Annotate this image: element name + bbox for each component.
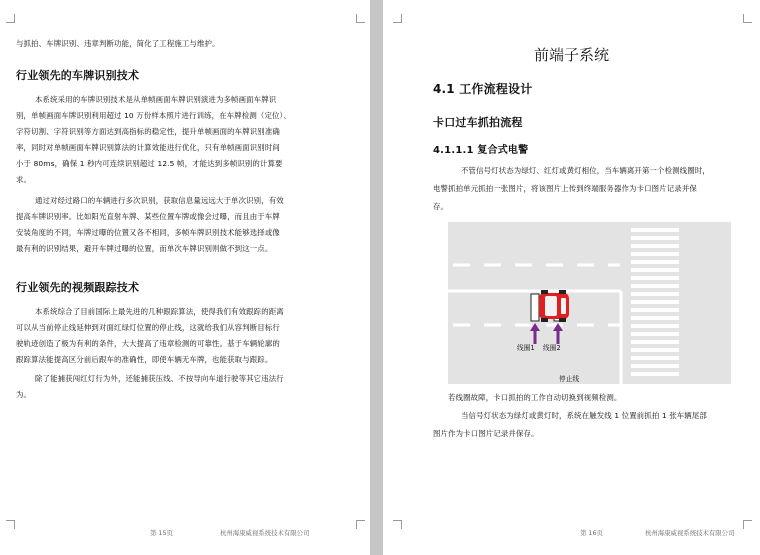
footer-company: 杭州海康威视系统技术有限公司 — [645, 529, 735, 537]
paragraph-line: 安装角度的不同，车牌过曝的位置又各不相同，多帧车牌识别技术能够选择或像 — [16, 228, 280, 237]
coil-1-label: 线圈1 — [517, 344, 535, 352]
paragraph-line: 存。 — [433, 202, 449, 211]
crop-mark — [743, 520, 752, 529]
section-heading-video-tracking: 行业领先的视频跟踪技术 — [16, 281, 140, 294]
paragraph-line: 字符切割、字符识别等方面达到高指标的稳定性，提升单帧画面的车牌识别准确 — [16, 127, 280, 136]
paragraph-line: 提高车牌识别率。比如阳光直射车牌、某些位置车牌或像会过曝，而且由于车牌 — [16, 212, 280, 221]
intersection-diagram — [448, 222, 731, 384]
stop-line-label: 停止线 — [559, 375, 580, 383]
car-icon — [539, 290, 569, 322]
detection-coil-1 — [531, 294, 539, 321]
coil-2-label: 线圈2 — [543, 344, 561, 352]
paragraph-line: 率，同时对单帧画面车牌识别算法的计算效能进行优化，只有单帧画面识别时间 — [16, 143, 280, 152]
crop-mark — [6, 14, 15, 23]
paragraph-line: 图片作为卡口图片记录并保存。 — [433, 429, 539, 438]
paragraph-line: 本系统综合了目前国际上最先进的几种跟踪算法，使得我们有效跟踪的距离 — [35, 307, 284, 316]
heading-4-1: 4.1 工作流程设计 — [433, 82, 533, 96]
paragraph-line: 小于 80ms，确保 1 秒内可连续识别超过 12.5 帧，才能达到多帧识别的计算要 — [16, 159, 283, 168]
paragraph-line: 驶轨迹创造了极为有利的条件，大大提高了违章检测的可靠性。基于车辆轮廓的 — [16, 339, 280, 348]
crop-mark — [743, 14, 752, 23]
paragraph-line: 电警抓拍单元抓拍一张图片，将该图片上传到终端服务器作为卡口图片记录并保 — [433, 184, 697, 193]
crop-mark — [393, 520, 402, 529]
footer-company: 杭州海康威视系统技术有限公司 — [220, 529, 310, 537]
crop-mark — [356, 520, 365, 529]
paragraph-line: 若线圈故障，卡口抓拍的工作自动切换到视频检测。 — [448, 393, 622, 402]
crop-mark — [393, 14, 402, 23]
heading-4-1-1-1: 4.1.1.1 复合式电警 — [433, 145, 529, 156]
paragraph-line: 为。 — [16, 390, 32, 399]
heading-card-capture: 卡口过车抓拍流程 — [433, 116, 523, 129]
paragraph-line: 本系统采用的车牌识别技术是从单帧画面车牌识别演进为多帧画面车牌识 — [35, 95, 277, 104]
paragraph-line: 跟踪算法能提高区分前后跟车的准确性，即使车辆无车牌，也能获取与跟踪。 — [16, 355, 273, 364]
paragraph-line: 可以从当前停止线延伸到对面红绿灯位置的停止线，这就给我们从容判断目标行 — [16, 323, 280, 332]
footer-page-number: 第 15页 — [150, 529, 173, 537]
chapter-title: 前端子系统 — [533, 46, 609, 64]
paragraph-line: 除了能捕获闯红灯行为外，还能捕获压线、不按导向车道行驶等其它违法行 — [35, 374, 284, 383]
crop-mark — [6, 520, 15, 529]
left-page — [0, 0, 370, 555]
footer-page-number: 第 16页 — [580, 529, 603, 537]
paragraph-continuation: 与抓拍、车牌识别、违章判断功能，简化了工程施工与维护。 — [16, 39, 220, 48]
paragraph-line: 求。 — [16, 175, 32, 184]
paragraph-line: 当信号灯状态为绿灯或黄灯时，系统在触发线 1 位置前抓拍 1 张车辆尾部 — [461, 411, 707, 420]
paragraph-line: 不管信号灯状态为绿灯、红灯或黄灯相位，当车辆离开第一个检测线圈时， — [461, 166, 710, 175]
paragraph-line: 别，单帧画面车牌识别利用超过 10 万份样本照片进行训练，在车牌检测（定位）、 — [16, 111, 291, 120]
paragraph-line: 通过对经过路口的车辆进行多次识别，获取信息量远远大于单次识别，有效 — [35, 196, 284, 205]
road-surface — [448, 222, 731, 384]
crop-mark — [356, 14, 365, 23]
right-page — [383, 0, 760, 555]
section-heading-plate-recognition: 行业领先的车牌识别技术 — [16, 69, 140, 82]
paragraph-line: 最有利的识别结果，避开车牌过曝的位置，而单次车牌识别则做不到这一点。 — [16, 244, 273, 253]
